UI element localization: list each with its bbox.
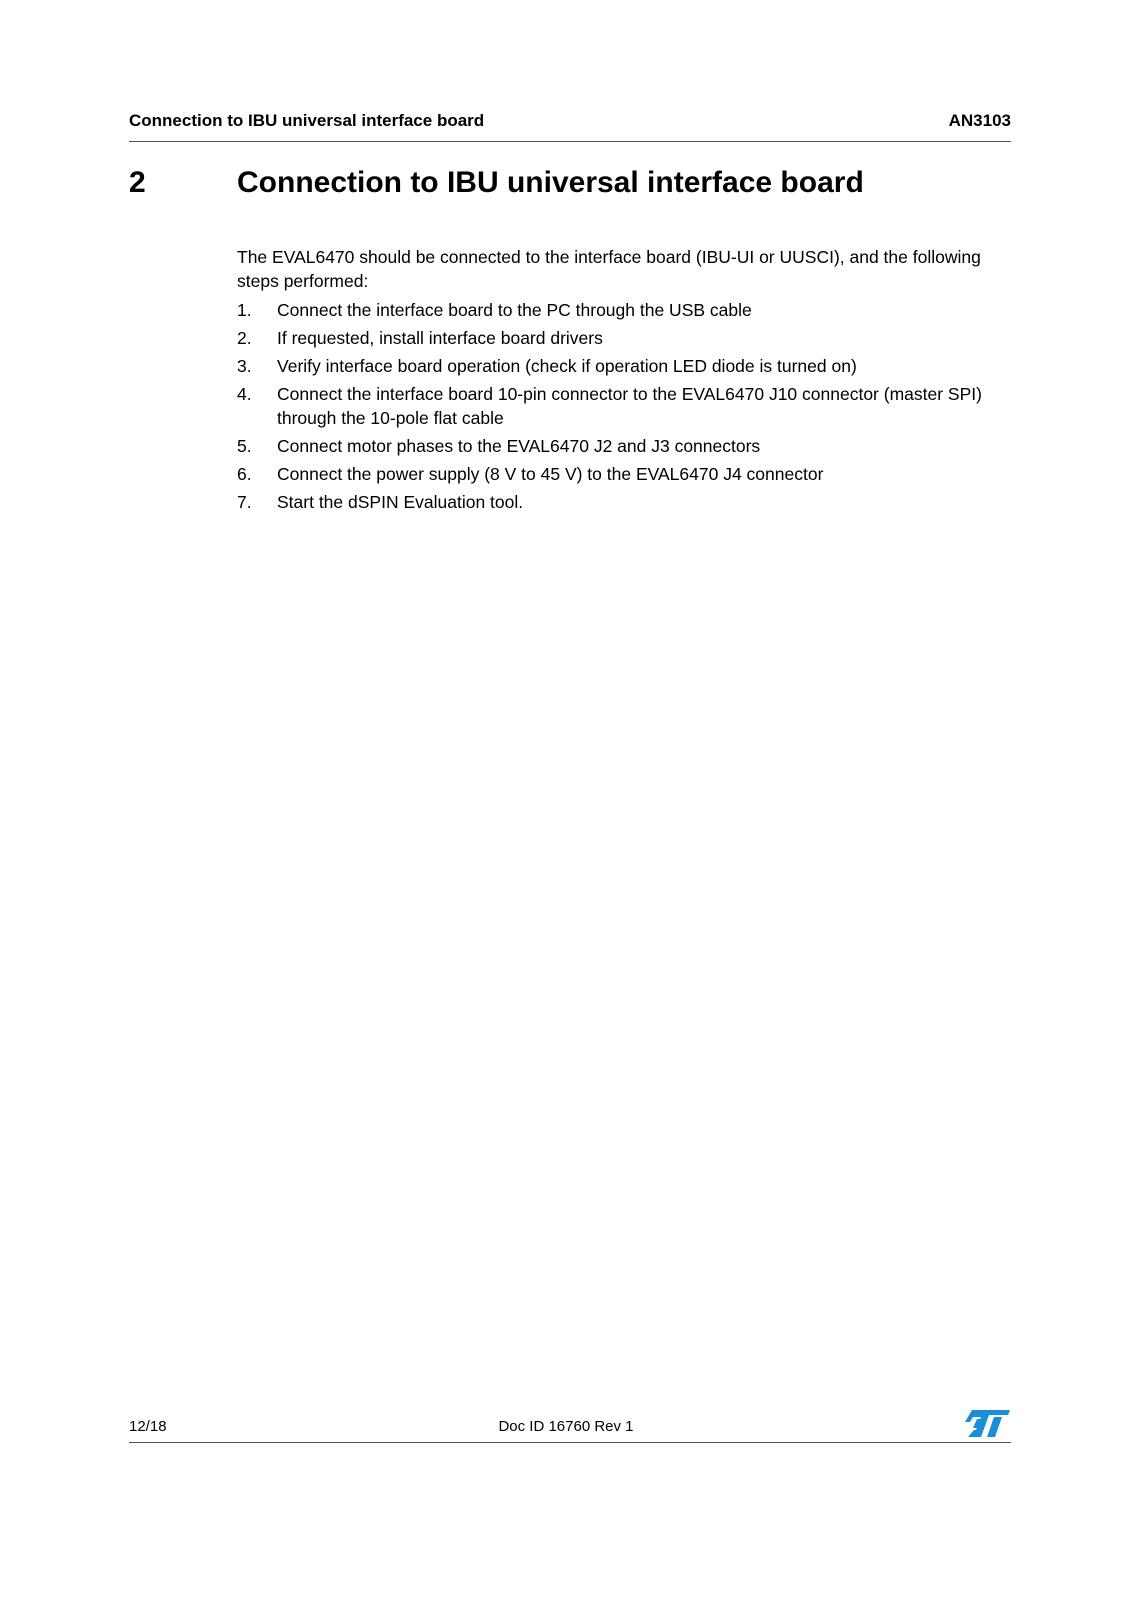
list-item — [237, 326, 1017, 350]
list-item-number: 7. — [237, 492, 252, 512]
list-item-number: 4. — [237, 384, 252, 404]
header-title: Connection to IBU universal interface board — [129, 111, 485, 130]
doc-id: Doc ID 16760 Rev 1 — [498, 1418, 634, 1435]
steps-list — [237, 298, 1017, 518]
list-item-text: Connect the power supply (8 V to 45 V) to the EVAL6470 J4 connector — [277, 464, 824, 484]
list-item — [237, 382, 1017, 430]
section-title: Connection to IBU universal interface board — [237, 166, 864, 199]
list-item-number: 6. — [237, 464, 252, 484]
st-logo-icon — [964, 1408, 1010, 1438]
page-number: 12/18 — [129, 1418, 167, 1435]
list-item-text: Connect the interface board to the PC through the USB cable — [277, 300, 752, 320]
list-item — [237, 298, 1017, 322]
list-item — [237, 462, 1017, 486]
running-header — [129, 111, 1011, 135]
list-item-text: Verify interface board operation (check if operation LED diode is turned on) — [277, 356, 857, 376]
intro-paragraph: The EVAL6470 should be connected to the interface board (IBU-UI or UUSCI), and the following steps performed: — [237, 247, 981, 291]
list-item — [237, 434, 1017, 458]
footer-divider — [129, 1442, 1011, 1443]
list-item-number: 2. — [237, 328, 252, 348]
list-item — [237, 354, 1017, 378]
section-number: 2 — [129, 166, 146, 199]
list-item-text: Connect motor phases to the EVAL6470 J2 and J3 connectors — [277, 436, 761, 456]
list-item — [237, 490, 1017, 514]
list-item-number: 3. — [237, 356, 252, 376]
header-divider — [129, 141, 1011, 142]
list-item-text: If requested, install interface board drivers — [277, 328, 603, 348]
list-item-number: 5. — [237, 436, 252, 456]
list-item-text: Connect the interface board 10-pin connector to the EVAL6470 J10 connector (master SPI) through the 10-pole flat cable — [277, 384, 982, 428]
list-item-number: 1. — [237, 300, 252, 320]
header-doc-code: AN3103 — [948, 111, 1011, 130]
list-item-text: Start the dSPIN Evaluation tool. — [277, 492, 524, 512]
